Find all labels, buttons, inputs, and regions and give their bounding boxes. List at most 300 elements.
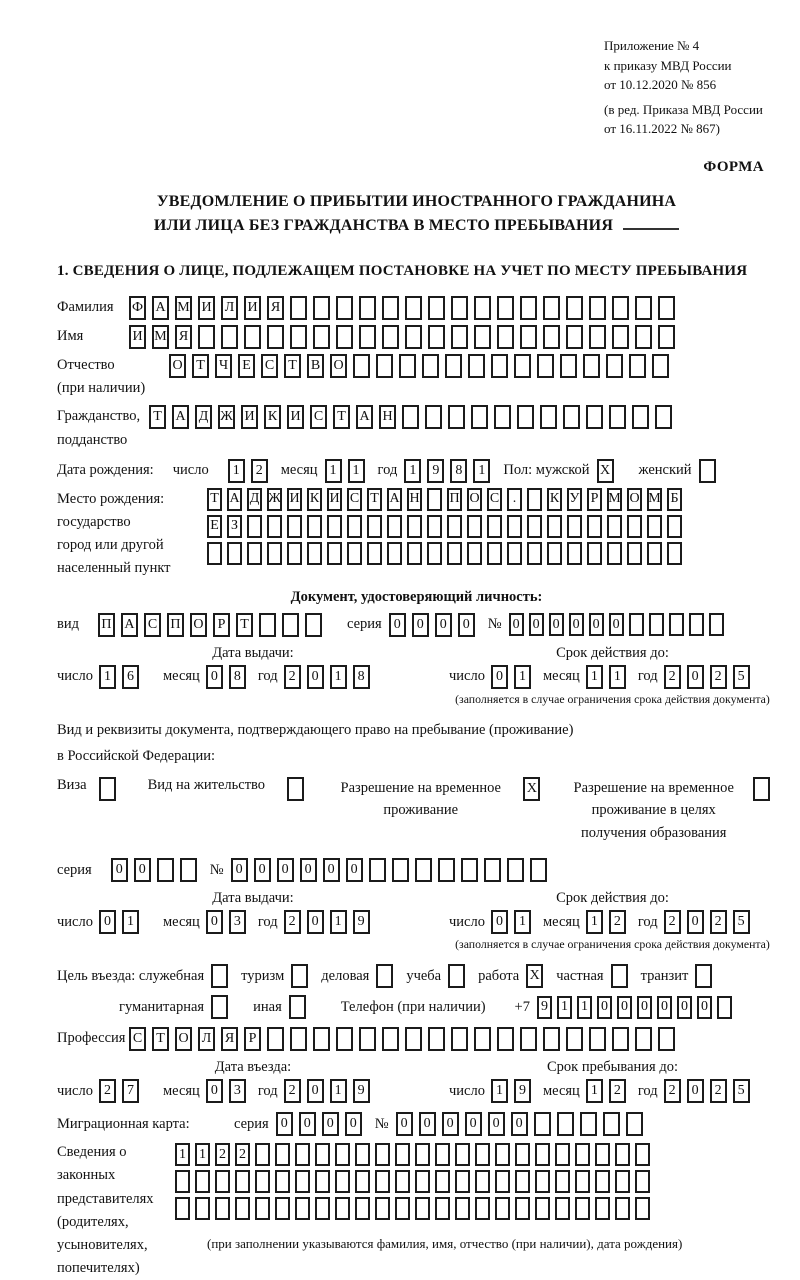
char-box[interactable]: Т <box>192 354 209 378</box>
char-box[interactable]: В <box>307 354 324 378</box>
char-box[interactable]: П <box>167 613 184 637</box>
char-box[interactable]: Л <box>221 296 238 320</box>
char-box[interactable] <box>275 1170 290 1193</box>
char-box[interactable]: И <box>287 405 304 429</box>
char-box[interactable]: А <box>227 488 242 511</box>
char-box[interactable] <box>520 325 537 349</box>
char-box[interactable]: С <box>487 488 502 511</box>
char-box[interactable] <box>658 325 675 349</box>
char-box[interactable]: 0 <box>231 858 248 882</box>
char-box[interactable] <box>255 1170 270 1193</box>
char-box[interactable] <box>382 1027 399 1051</box>
char-box[interactable]: X <box>523 777 540 801</box>
char-box[interactable]: 1 <box>330 910 347 934</box>
char-box[interactable] <box>313 1027 330 1051</box>
char-box[interactable] <box>287 515 302 538</box>
char-box[interactable] <box>566 296 583 320</box>
char-box[interactable] <box>376 354 393 378</box>
char-box[interactable] <box>267 1027 284 1051</box>
char-box[interactable] <box>527 542 542 565</box>
char-box[interactable]: 0 <box>677 996 692 1019</box>
char-box[interactable]: О <box>627 488 642 511</box>
char-box[interactable] <box>527 515 542 538</box>
char-box[interactable]: 0 <box>491 910 508 934</box>
char-box[interactable]: 0 <box>412 613 429 637</box>
char-box[interactable]: 9 <box>353 1079 370 1103</box>
char-box[interactable]: 5 <box>733 1079 750 1103</box>
char-box[interactable] <box>595 1170 610 1193</box>
char-box[interactable]: Т <box>333 405 350 429</box>
char-box[interactable] <box>198 325 215 349</box>
char-box[interactable] <box>407 542 422 565</box>
char-box[interactable]: З <box>227 515 242 538</box>
char-box[interactable] <box>395 1170 410 1193</box>
char-box[interactable]: О <box>175 1027 192 1051</box>
char-box[interactable]: 2 <box>609 1079 626 1103</box>
char-box[interactable] <box>627 515 642 538</box>
char-box[interactable] <box>211 964 228 988</box>
char-box[interactable]: 0 <box>396 1112 413 1136</box>
char-box[interactable]: 9 <box>353 910 370 934</box>
char-box[interactable]: 0 <box>609 613 624 636</box>
char-box[interactable] <box>647 542 662 565</box>
char-box[interactable] <box>336 325 353 349</box>
char-box[interactable]: 7 <box>122 1079 139 1103</box>
char-box[interactable] <box>575 1197 590 1220</box>
char-box[interactable] <box>527 488 542 511</box>
char-box[interactable] <box>335 1170 350 1193</box>
char-box[interactable]: 0 <box>458 613 475 637</box>
char-box[interactable] <box>474 296 491 320</box>
char-box[interactable]: 1 <box>99 665 116 689</box>
char-box[interactable] <box>497 296 514 320</box>
char-box[interactable] <box>566 325 583 349</box>
char-box[interactable]: 2 <box>710 910 727 934</box>
char-box[interactable] <box>315 1170 330 1193</box>
char-box[interactable]: 1 <box>514 910 531 934</box>
char-box[interactable] <box>327 542 342 565</box>
char-box[interactable] <box>535 1170 550 1193</box>
char-box[interactable]: О <box>467 488 482 511</box>
char-box[interactable]: 0 <box>549 613 564 636</box>
char-box[interactable] <box>717 996 732 1019</box>
char-box[interactable] <box>520 296 537 320</box>
char-box[interactable]: 9 <box>537 996 552 1019</box>
char-box[interactable]: Д <box>195 405 212 429</box>
char-box[interactable]: 3 <box>229 910 246 934</box>
char-box[interactable] <box>445 354 462 378</box>
char-box[interactable]: Р <box>244 1027 261 1051</box>
char-box[interactable] <box>589 296 606 320</box>
char-box[interactable]: К <box>264 405 281 429</box>
char-box[interactable] <box>336 296 353 320</box>
char-box[interactable] <box>295 1197 310 1220</box>
char-box[interactable]: 0 <box>206 665 223 689</box>
char-box[interactable] <box>495 1170 510 1193</box>
char-box[interactable] <box>267 325 284 349</box>
char-box[interactable] <box>615 1170 630 1193</box>
char-box[interactable]: 1 <box>586 1079 603 1103</box>
char-box[interactable]: Е <box>207 515 222 538</box>
char-box[interactable] <box>615 1197 630 1220</box>
char-box[interactable] <box>667 515 682 538</box>
char-box[interactable] <box>415 1170 430 1193</box>
char-box[interactable] <box>405 325 422 349</box>
char-box[interactable] <box>427 542 442 565</box>
char-box[interactable] <box>195 1170 210 1193</box>
char-box[interactable] <box>606 354 623 378</box>
char-box[interactable]: М <box>647 488 662 511</box>
char-box[interactable] <box>375 1170 390 1193</box>
char-box[interactable] <box>515 1143 530 1166</box>
char-box[interactable]: 0 <box>419 1112 436 1136</box>
char-box[interactable] <box>530 858 547 882</box>
char-box[interactable]: 2 <box>710 665 727 689</box>
char-box[interactable] <box>468 354 485 378</box>
char-box[interactable] <box>399 354 416 378</box>
char-box[interactable] <box>347 542 362 565</box>
char-box[interactable]: 0 <box>134 858 151 882</box>
char-box[interactable]: 2 <box>215 1143 230 1166</box>
char-box[interactable]: 0 <box>99 910 116 934</box>
char-box[interactable]: Р <box>213 613 230 637</box>
char-box[interactable] <box>517 405 534 429</box>
char-box[interactable]: 0 <box>488 1112 505 1136</box>
char-box[interactable] <box>658 296 675 320</box>
char-box[interactable] <box>215 1197 230 1220</box>
char-box[interactable] <box>415 858 432 882</box>
char-box[interactable]: Ж <box>218 405 235 429</box>
char-box[interactable]: А <box>356 405 373 429</box>
char-box[interactable] <box>267 515 282 538</box>
char-box[interactable] <box>474 325 491 349</box>
char-box[interactable]: 0 <box>299 1112 316 1136</box>
char-box[interactable]: К <box>307 488 322 511</box>
char-box[interactable]: Ж <box>267 488 282 511</box>
char-box[interactable]: 8 <box>450 459 467 483</box>
char-box[interactable] <box>355 1170 370 1193</box>
char-box[interactable] <box>307 542 322 565</box>
char-box[interactable] <box>612 325 629 349</box>
char-box[interactable]: 1 <box>122 910 139 934</box>
char-box[interactable] <box>566 1027 583 1051</box>
char-box[interactable] <box>603 1112 620 1136</box>
char-box[interactable] <box>587 515 602 538</box>
char-box[interactable]: 2 <box>284 665 301 689</box>
char-box[interactable] <box>635 1143 650 1166</box>
char-box[interactable] <box>387 542 402 565</box>
char-box[interactable]: 0 <box>687 910 704 934</box>
char-box[interactable] <box>315 1143 330 1166</box>
char-box[interactable]: 0 <box>389 613 406 637</box>
char-box[interactable]: 5 <box>733 910 750 934</box>
char-box[interactable] <box>207 542 222 565</box>
char-box[interactable] <box>709 613 724 636</box>
char-box[interactable] <box>255 1197 270 1220</box>
char-box[interactable] <box>652 354 669 378</box>
char-box[interactable]: О <box>169 354 186 378</box>
char-box[interactable] <box>275 1197 290 1220</box>
char-box[interactable] <box>428 296 445 320</box>
char-box[interactable] <box>375 1197 390 1220</box>
char-box[interactable]: С <box>144 613 161 637</box>
char-box[interactable]: 0 <box>511 1112 528 1136</box>
char-box[interactable] <box>626 1112 643 1136</box>
char-box[interactable] <box>295 1170 310 1193</box>
char-box[interactable]: 0 <box>277 858 294 882</box>
char-box[interactable] <box>353 354 370 378</box>
char-box[interactable]: М <box>152 325 169 349</box>
char-box[interactable]: 9 <box>427 459 444 483</box>
char-box[interactable] <box>428 1027 445 1051</box>
char-box[interactable]: Я <box>175 325 192 349</box>
char-box[interactable] <box>335 1143 350 1166</box>
char-box[interactable]: 0 <box>529 613 544 636</box>
char-box[interactable] <box>435 1143 450 1166</box>
char-box[interactable] <box>287 542 302 565</box>
char-box[interactable] <box>543 325 560 349</box>
char-box[interactable] <box>195 1197 210 1220</box>
char-box[interactable] <box>635 325 652 349</box>
char-box[interactable]: Т <box>207 488 222 511</box>
char-box[interactable]: X <box>526 964 543 988</box>
char-box[interactable] <box>267 542 282 565</box>
char-box[interactable]: 0 <box>307 910 324 934</box>
char-box[interactable] <box>484 858 501 882</box>
char-box[interactable] <box>157 858 174 882</box>
char-box[interactable] <box>355 1143 370 1166</box>
char-box[interactable] <box>359 325 376 349</box>
char-box[interactable]: 0 <box>307 1079 324 1103</box>
char-box[interactable] <box>287 777 304 801</box>
char-box[interactable] <box>235 1197 250 1220</box>
char-box[interactable]: М <box>607 488 622 511</box>
char-box[interactable] <box>567 515 582 538</box>
char-box[interactable] <box>367 542 382 565</box>
char-box[interactable] <box>451 1027 468 1051</box>
char-box[interactable]: И <box>198 296 215 320</box>
char-box[interactable] <box>359 1027 376 1051</box>
char-box[interactable] <box>586 405 603 429</box>
char-box[interactable]: 3 <box>229 1079 246 1103</box>
char-box[interactable]: Ф <box>129 296 146 320</box>
char-box[interactable]: 1 <box>586 665 603 689</box>
char-box[interactable] <box>376 964 393 988</box>
char-box[interactable] <box>494 405 511 429</box>
char-box[interactable] <box>655 405 672 429</box>
char-box[interactable] <box>595 1143 610 1166</box>
char-box[interactable] <box>515 1170 530 1193</box>
char-box[interactable] <box>395 1197 410 1220</box>
char-box[interactable] <box>175 1170 190 1193</box>
char-box[interactable]: 1 <box>586 910 603 934</box>
char-box[interactable]: 2 <box>710 1079 727 1103</box>
char-box[interactable]: 2 <box>251 459 268 483</box>
char-box[interactable]: 0 <box>111 858 128 882</box>
char-box[interactable] <box>497 325 514 349</box>
char-box[interactable]: С <box>310 405 327 429</box>
char-box[interactable]: 0 <box>323 858 340 882</box>
char-box[interactable] <box>515 1197 530 1220</box>
char-box[interactable]: Т <box>236 613 253 637</box>
char-box[interactable] <box>491 354 508 378</box>
char-box[interactable] <box>627 542 642 565</box>
char-box[interactable]: А <box>387 488 402 511</box>
char-box[interactable] <box>291 964 308 988</box>
char-box[interactable] <box>534 1112 551 1136</box>
char-box[interactable] <box>475 1143 490 1166</box>
char-box[interactable] <box>402 405 419 429</box>
char-box[interactable] <box>427 515 442 538</box>
char-box[interactable] <box>635 1027 652 1051</box>
char-box[interactable] <box>255 1143 270 1166</box>
char-box[interactable]: А <box>121 613 138 637</box>
char-box[interactable] <box>658 1027 675 1051</box>
char-box[interactable]: 1 <box>175 1143 190 1166</box>
char-box[interactable]: 8 <box>229 665 246 689</box>
char-box[interactable] <box>336 1027 353 1051</box>
char-box[interactable]: 0 <box>589 613 604 636</box>
char-box[interactable]: И <box>244 296 261 320</box>
char-box[interactable]: 0 <box>697 996 712 1019</box>
char-box[interactable]: С <box>347 488 362 511</box>
char-box[interactable]: 1 <box>330 1079 347 1103</box>
char-box[interactable] <box>567 542 582 565</box>
char-box[interactable] <box>382 325 399 349</box>
char-box[interactable] <box>305 613 322 637</box>
char-box[interactable] <box>407 515 422 538</box>
char-box[interactable] <box>629 613 644 636</box>
char-box[interactable] <box>244 325 261 349</box>
char-box[interactable] <box>587 542 602 565</box>
char-box[interactable]: 0 <box>687 1079 704 1103</box>
char-box[interactable] <box>451 325 468 349</box>
char-box[interactable]: 0 <box>637 996 652 1019</box>
char-box[interactable] <box>415 1143 430 1166</box>
char-box[interactable]: 0 <box>300 858 317 882</box>
char-box[interactable] <box>427 488 442 511</box>
char-box[interactable]: 0 <box>435 613 452 637</box>
char-box[interactable] <box>555 1197 570 1220</box>
char-box[interactable] <box>689 613 704 636</box>
char-box[interactable]: 0 <box>597 996 612 1019</box>
char-box[interactable] <box>612 296 629 320</box>
char-box[interactable]: 1 <box>557 996 572 1019</box>
char-box[interactable] <box>315 1197 330 1220</box>
char-box[interactable] <box>425 405 442 429</box>
char-box[interactable]: 2 <box>235 1143 250 1166</box>
char-box[interactable] <box>669 613 684 636</box>
char-box[interactable]: 2 <box>664 1079 681 1103</box>
char-box[interactable] <box>557 1112 574 1136</box>
char-box[interactable]: О <box>190 613 207 637</box>
char-box[interactable] <box>547 542 562 565</box>
char-box[interactable] <box>487 515 502 538</box>
char-box[interactable] <box>175 1197 190 1220</box>
char-box[interactable] <box>451 296 468 320</box>
char-box[interactable]: 0 <box>254 858 271 882</box>
char-box[interactable]: 0 <box>569 613 584 636</box>
char-box[interactable]: . <box>507 488 522 511</box>
char-box[interactable]: Т <box>152 1027 169 1051</box>
char-box[interactable]: Я <box>267 296 284 320</box>
char-box[interactable] <box>290 1027 307 1051</box>
char-box[interactable] <box>367 515 382 538</box>
char-box[interactable] <box>471 405 488 429</box>
char-box[interactable] <box>448 964 465 988</box>
char-box[interactable] <box>635 1197 650 1220</box>
char-box[interactable]: 2 <box>99 1079 116 1103</box>
char-box[interactable] <box>405 296 422 320</box>
char-box[interactable]: 1 <box>348 459 365 483</box>
char-box[interactable] <box>405 1027 422 1051</box>
char-box[interactable]: 1 <box>491 1079 508 1103</box>
char-box[interactable]: 2 <box>664 910 681 934</box>
char-box[interactable]: 8 <box>353 665 370 689</box>
char-box[interactable] <box>475 1197 490 1220</box>
char-box[interactable] <box>699 459 716 483</box>
char-box[interactable] <box>180 858 197 882</box>
char-box[interactable] <box>595 1197 610 1220</box>
char-box[interactable] <box>355 1197 370 1220</box>
char-box[interactable]: 9 <box>514 1079 531 1103</box>
char-box[interactable] <box>289 995 306 1019</box>
char-box[interactable]: 1 <box>195 1143 210 1166</box>
char-box[interactable] <box>455 1170 470 1193</box>
char-box[interactable]: Н <box>407 488 422 511</box>
char-box[interactable] <box>560 354 577 378</box>
char-box[interactable]: Я <box>221 1027 238 1051</box>
char-box[interactable] <box>415 1197 430 1220</box>
char-box[interactable] <box>589 325 606 349</box>
char-box[interactable]: 1 <box>514 665 531 689</box>
char-box[interactable]: 0 <box>442 1112 459 1136</box>
char-box[interactable] <box>615 1143 630 1166</box>
char-box[interactable] <box>507 515 522 538</box>
char-box[interactable]: Ч <box>215 354 232 378</box>
char-box[interactable] <box>327 515 342 538</box>
char-box[interactable] <box>609 405 626 429</box>
char-box[interactable]: 2 <box>609 910 626 934</box>
char-box[interactable] <box>247 542 262 565</box>
char-box[interactable] <box>537 354 554 378</box>
char-box[interactable]: С <box>261 354 278 378</box>
char-box[interactable] <box>543 1027 560 1051</box>
char-box[interactable]: М <box>175 296 192 320</box>
char-box[interactable] <box>607 542 622 565</box>
char-box[interactable]: 6 <box>122 665 139 689</box>
char-box[interactable] <box>507 542 522 565</box>
char-box[interactable] <box>563 405 580 429</box>
char-box[interactable]: 1 <box>228 459 245 483</box>
char-box[interactable] <box>575 1170 590 1193</box>
char-box[interactable] <box>540 405 557 429</box>
char-box[interactable] <box>475 1170 490 1193</box>
char-box[interactable] <box>227 542 242 565</box>
char-box[interactable] <box>497 1027 514 1051</box>
char-box[interactable] <box>295 1143 310 1166</box>
char-box[interactable] <box>455 1197 470 1220</box>
char-box[interactable]: Е <box>238 354 255 378</box>
char-box[interactable] <box>307 515 322 538</box>
char-box[interactable] <box>487 542 502 565</box>
char-box[interactable] <box>474 1027 491 1051</box>
char-box[interactable]: 1 <box>330 665 347 689</box>
char-box[interactable]: 0 <box>346 858 363 882</box>
char-box[interactable] <box>583 354 600 378</box>
char-box[interactable] <box>635 1170 650 1193</box>
char-box[interactable] <box>99 777 116 801</box>
